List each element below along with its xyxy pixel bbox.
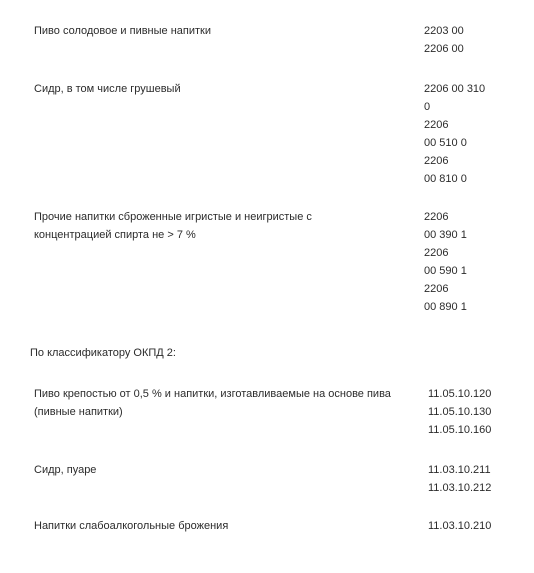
- code: 2206: [424, 211, 449, 223]
- row-label: Пиво солодовое и пивные напитки: [34, 25, 211, 37]
- code: 11.03.10.211: [428, 464, 491, 476]
- code: 2206 00: [424, 43, 464, 55]
- code-list: [428, 461, 491, 497]
- row-label: Сидр, в том числе грушевый: [34, 83, 181, 95]
- code: 0: [424, 101, 431, 113]
- code: 00 390 1: [424, 229, 467, 241]
- code: 2206: [424, 155, 449, 167]
- code: 00 510 0: [424, 137, 467, 149]
- code-list: [424, 80, 485, 188]
- code-list: [424, 208, 467, 316]
- row-label: Напитки слабоалкогольные брожения: [34, 520, 229, 532]
- code: 2206: [424, 119, 449, 131]
- code: 00 590 1: [424, 265, 467, 277]
- row-label: Сидр, пуаре: [34, 464, 97, 476]
- code: 11.05.10.120: [428, 388, 492, 400]
- code: 2206: [424, 283, 449, 295]
- code: 00 890 1: [424, 301, 467, 313]
- code: 11.05.10.160: [428, 424, 492, 436]
- section-title-okpd: По классификатору ОКПД 2:: [30, 347, 176, 359]
- code: 00 810 0: [424, 173, 467, 185]
- code: 2203 00: [424, 25, 464, 37]
- code: 11.03.10.210: [428, 520, 492, 532]
- code-list: [428, 517, 491, 535]
- code-list: [428, 385, 491, 439]
- code: 11.03.10.212: [428, 482, 492, 494]
- code: 2206: [424, 247, 449, 259]
- code-list: [424, 22, 464, 58]
- code: 11.05.10.130: [428, 406, 492, 418]
- row-label: Пиво крепостью от 0,5 % и напитки, изготавливаемые на основе пива (пивные напитки): [34, 388, 391, 418]
- code: 2206 00 310: [424, 83, 486, 95]
- row-label: Прочие напитки сброженные игристые и неигристые с концентрацией спирта не > 7 %: [34, 211, 312, 241]
